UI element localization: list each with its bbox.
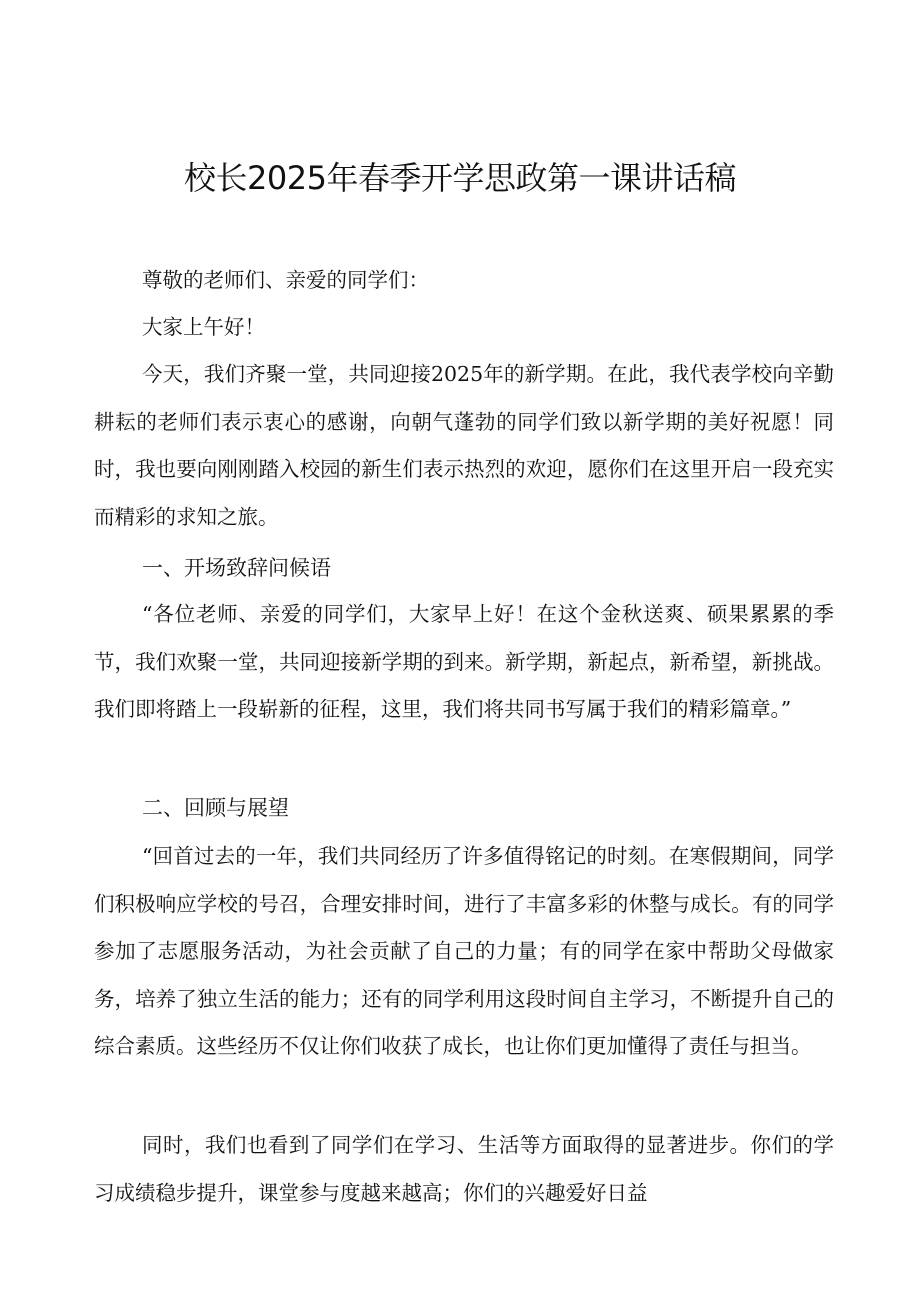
greeting: 大家上午好！ — [142, 315, 265, 339]
intro-paragraph: 今天，我们齐聚一堂，共同迎接2025年的新学期。在此，我代表学校向辛勤耕耘的老师们表示衷心的感谢，向朝气蓬勃的同学们致以新学期的美好祝愿！同时，我也要向刚刚踏入校园的新生们表示热烈的欢迎，愿你们在这里开启一段充实而精彩的求知之旅。 — [94, 362, 834, 529]
section-paragraph-review: “回首过去的一年，我们共同经历了许多值得铭记的时刻。在寒假期间，同学们积极响应学校的号召，合理安排时间，进行了丰富多彩的休整与成长。有的同学参加了志愿服务活动，为社会贡献了自己的力量；有的同学在家中帮助父母做家务，培养了独立生活的能力；还有的同学利用这段时间自主学习，不断提升自己的综合素质。这些经历不仅让你们收获了成长，也让你们更加懂得了责任与担当。 — [94, 844, 834, 1058]
section-heading-review: 二、回顾与展望 — [142, 796, 289, 820]
salutation: 尊敬的老师们、亲爱的同学们： — [142, 268, 429, 292]
section-paragraph-opening: “各位老师、亲爱的同学们，大家早上好！在这个金秋送爽、硕果累累的季节，我们欢聚一堂，共同迎接新学期的到来。新学期，新起点，新希望，新挑战。我们即将踏上一段崭新的征程，这里，我们将共同书写属于我们的精彩篇章。” — [94, 602, 834, 721]
section-paragraph-progress: 同时，我们也看到了同学们在学习、生活等方面取得的显著进步。你们的学习成绩稳步提升，课堂参与度越来越高；你们的兴趣爱好日益 — [94, 1133, 834, 1205]
section-heading-opening: 一、开场致辞问候语 — [142, 556, 331, 580]
document-title: 校长2025年春季开学思政第一课讲话稿 — [184, 159, 736, 197]
